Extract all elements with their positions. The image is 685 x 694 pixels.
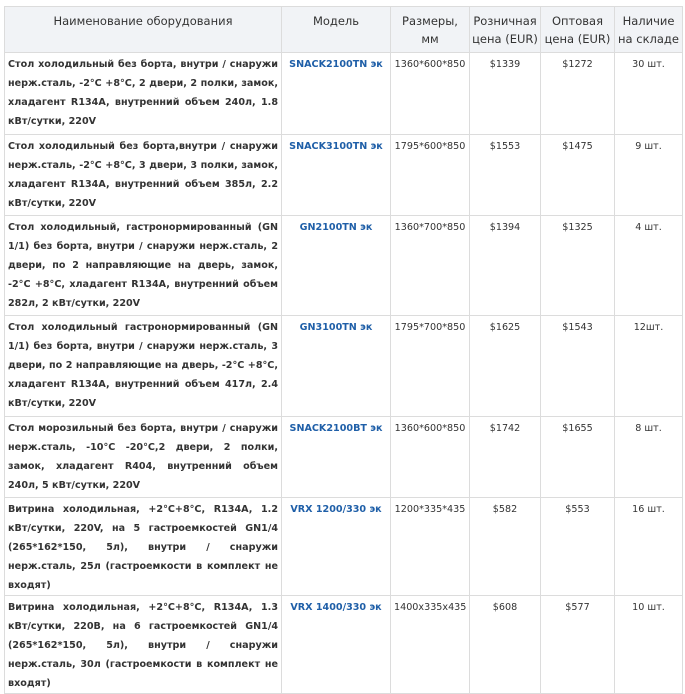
- cell-retail-price: $1553: [470, 135, 541, 216]
- cell-wholesale-price: $1543: [541, 316, 615, 417]
- cell-model-link[interactable]: SNACK3100TN эк: [282, 135, 391, 216]
- cell-size: 1360*700*850: [391, 216, 470, 316]
- table-row: [5, 216, 683, 316]
- price-table: [4, 6, 683, 694]
- cell-description: Стол морозильный без борта, внутри / снаружи нерж.сталь, -10°С -20°С,2 двери, 2 полки, замок, хладагент R404, внутренний объем 240л, 5 кВт/сутки, 220V: [5, 417, 282, 498]
- cell-stock: 8 шт.: [615, 417, 683, 498]
- cell-model-link[interactable]: VRX 1400/330 эк: [282, 596, 391, 694]
- table-row: [5, 53, 683, 135]
- cell-wholesale-price: $1655: [541, 417, 615, 498]
- cell-retail-price: $1742: [470, 417, 541, 498]
- header-wholesale-price: Оптовая цена (EUR): [541, 7, 615, 53]
- cell-size: 1795*700*850: [391, 316, 470, 417]
- table-row: [5, 135, 683, 216]
- header-model: Модель: [282, 7, 391, 53]
- cell-stock: 9 шт.: [615, 135, 683, 216]
- table-row: [5, 596, 683, 694]
- cell-model-link[interactable]: GN2100TN эк: [282, 216, 391, 316]
- cell-description: Стол холодильный, гастронормированный (GN 1/1) без борта, внутри / снаружи нерж.сталь, 2 двери, по 2 направляющие на дверь, замок, -2°С +8°С, хладагент R134A, внутренний объем 282л, 2 кВт/сутки, 220V: [5, 216, 282, 316]
- cell-description: Стол холодильный без борта, внутри / снаружи нерж.сталь, -2°С +8°С, 2 двери, 2 полки, замок, хладагент R134A, внутренний объем 240л, 1.8 кВт/сутки, 220V: [5, 53, 282, 135]
- cell-wholesale-price: $553: [541, 498, 615, 596]
- table-row: [5, 498, 683, 596]
- table-row: [5, 417, 683, 498]
- table-header-row: [5, 7, 683, 53]
- header-stock: Наличие на складе: [615, 7, 683, 53]
- cell-model-link[interactable]: GN3100TN эк: [282, 316, 391, 417]
- cell-stock: 30 шт.: [615, 53, 683, 135]
- cell-stock: 10 шт.: [615, 596, 683, 694]
- cell-size: 1400x335x435: [391, 596, 470, 694]
- cell-wholesale-price: $1475: [541, 135, 615, 216]
- cell-wholesale-price: $577: [541, 596, 615, 694]
- cell-retail-price: $1394: [470, 216, 541, 316]
- cell-wholesale-price: $1325: [541, 216, 615, 316]
- header-retail-price: Розничная цена (EUR): [470, 7, 541, 53]
- cell-description: Стол холодильный без борта,внутри / снаружи нерж.сталь, -2°С +8°С, 3 двери, 3 полки, замок, хладагент R134A, внутренний объем 385л, 2.2 кВт/сутки, 220V: [5, 135, 282, 216]
- cell-size: 1360*600*850: [391, 417, 470, 498]
- cell-description: Витрина холодильная, +2°С+8°С, R134A, 1.2 кВт/сутки, 220V, на 5 гастроемкостей GN1/4 (265*162*150, 5л), внутри / снаружи нерж.сталь, 25л (гастроемкости в комплект не входят): [5, 498, 282, 596]
- cell-stock: 16 шт.: [615, 498, 683, 596]
- cell-size: 1795*600*850: [391, 135, 470, 216]
- cell-size: 1360*600*850: [391, 53, 470, 135]
- cell-model-link[interactable]: SNACK2100TN эк: [282, 53, 391, 135]
- cell-description: Стол холодильный гастронормированный (GN 1/1) без борта, внутри / снаружи нерж.сталь, 3 двери, по 2 направляющие на дверь, -2°С +8°С, хладагент R134A, внутренний объем 417л, 2.4 кВт/сутки, 220V: [5, 316, 282, 417]
- cell-description: Витрина холодильная, +2°С+8°С, R134A, 1.3 кВт/сутки, 220В, на 6 гастроемкостей GN1/4 (265*162*150, 5л), внутри / снаружи нерж.сталь, 30л (гастроемкости в комплект не входят): [5, 596, 282, 694]
- cell-model-link[interactable]: SNACK2100BT эк: [282, 417, 391, 498]
- cell-size: 1200*335*435: [391, 498, 470, 596]
- cell-retail-price: $1625: [470, 316, 541, 417]
- cell-stock: 4 шт.: [615, 216, 683, 316]
- header-size: Размеры, мм: [391, 7, 470, 53]
- cell-retail-price: $1339: [470, 53, 541, 135]
- header-name: Наименование оборудования: [5, 7, 282, 53]
- cell-retail-price: $608: [470, 596, 541, 694]
- cell-retail-price: $582: [470, 498, 541, 596]
- table-row: [5, 316, 683, 417]
- cell-stock: 12шт.: [615, 316, 683, 417]
- cell-wholesale-price: $1272: [541, 53, 615, 135]
- cell-model-link[interactable]: VRX 1200/330 эк: [282, 498, 391, 596]
